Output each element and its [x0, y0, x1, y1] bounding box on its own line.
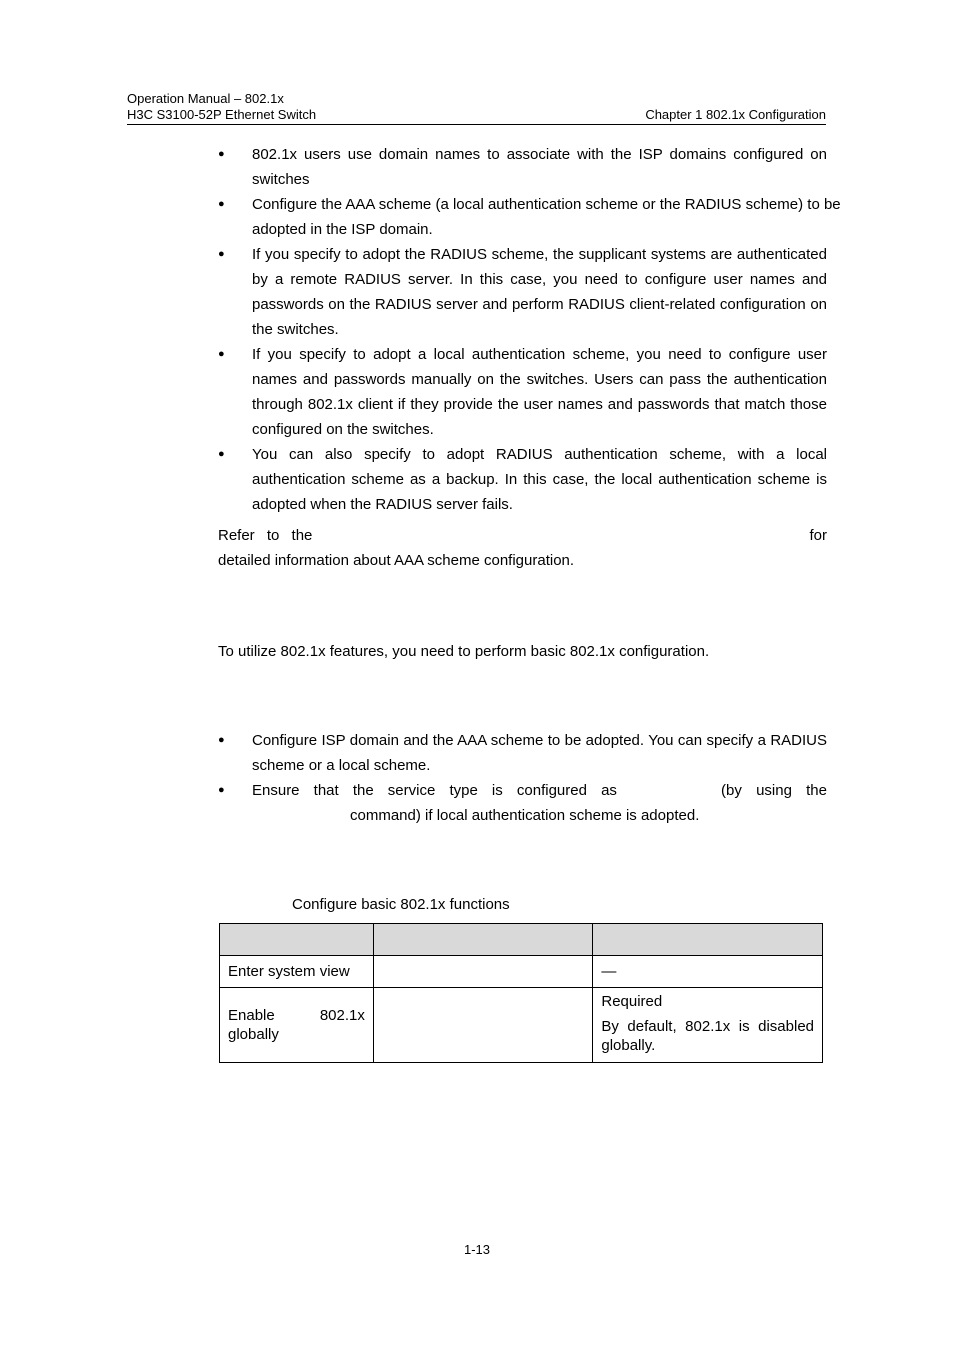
word: Enable: [228, 1007, 275, 1024]
word: (by: [721, 782, 742, 799]
operation-line-2: globally: [228, 1026, 279, 1043]
table-row: [220, 988, 823, 1063]
table-cell-command: [373, 956, 592, 988]
config-table: [219, 923, 823, 1063]
word: configured: [516, 782, 587, 799]
table-header-cell: [220, 924, 374, 956]
list-item: If you specify to adopt the RADIUS scheme, the supplicant systems are authenticated by a remote RADIUS server. In this case, you need to configure user names and passwords on the RADIUS server and perform RADIUS client-related configuration on the switches.: [252, 246, 827, 338]
header-manual-title: Operation Manual – 802.1x: [127, 91, 284, 106]
prereq-line-1: [252, 778, 617, 803]
page-number: 1-13: [463, 1242, 491, 1257]
list-item: Configure ISP domain and the AAA scheme to be adopted. You can specify a RADIUS scheme or a local scheme.: [252, 732, 827, 774]
bullet-dot: ●: [218, 148, 225, 160]
word: as: [601, 782, 617, 799]
refer-start: Refer to the: [218, 527, 313, 544]
table-cell-operation: Enter system view: [220, 956, 374, 988]
table-row: [220, 956, 823, 988]
word: service: [387, 782, 436, 799]
bullet-dot: ●: [218, 248, 225, 260]
prereq-line-1-tail: [721, 778, 827, 803]
list-item: 802.1x users use domain names to associate with the ISP domains configured on switches: [252, 146, 827, 188]
intro-text: To utilize 802.1x features, you need to perform basic 802.1x configuration.: [218, 643, 710, 660]
operation-line-1: [228, 1006, 365, 1025]
refer-line-2: detailed information about AAA scheme configuration.: [218, 552, 575, 569]
table-cell-operation: [220, 988, 374, 1063]
list-item: If you specify to adopt a local authentication scheme, you need to configure user names and passwords manually on the switches. Users can pass the authentication through 802.1x client if they provide the user names and passwords that match those configured on the switches.: [252, 346, 827, 438]
description-default: By default, 802.1x is disabled globally.: [601, 1018, 814, 1054]
word: Ensure: [252, 782, 300, 799]
table-cell-description: —: [593, 956, 823, 988]
table-caption: Configure basic 802.1x functions: [292, 896, 510, 913]
header-chapter: Chapter 1 802.1x Configuration: [645, 107, 826, 122]
word: the: [806, 782, 827, 799]
table-header-cell: [373, 924, 592, 956]
refer-end: for: [809, 527, 827, 544]
word: 802.1x: [319, 1007, 365, 1024]
word: type: [449, 782, 478, 799]
header-product: H3C S3100-52P Ethernet Switch: [127, 107, 317, 122]
bullet-dot: ●: [218, 198, 225, 210]
description-required: Required: [601, 993, 663, 1010]
prereq-line-2: command) if local authentication scheme is adopted.: [350, 807, 700, 824]
bullet-dot: ●: [218, 784, 225, 796]
bullet-dot: ●: [218, 734, 225, 746]
word: that: [313, 782, 339, 799]
word: the: [352, 782, 374, 799]
header-rule: [127, 124, 826, 125]
word: using: [756, 782, 792, 799]
table-header-cell: [593, 924, 823, 956]
word: is: [491, 782, 503, 799]
table-cell-command: [373, 988, 592, 1063]
bullet-dot: ●: [218, 348, 225, 360]
bullet-dot: ●: [218, 448, 225, 460]
table-cell-description: [593, 988, 823, 1063]
refer-line: [218, 523, 827, 548]
list-item: You can also specify to adopt RADIUS authentication scheme, with a local authentication scheme as a backup. In this case, the local authentication scheme is adopted when the RADIUS server fails.: [252, 446, 827, 513]
list-item: Configure the AAA scheme (a local authentication scheme or the RADIUS scheme) to be adopted in the ISP domain.: [252, 196, 841, 238]
table-header-row: [220, 924, 823, 956]
